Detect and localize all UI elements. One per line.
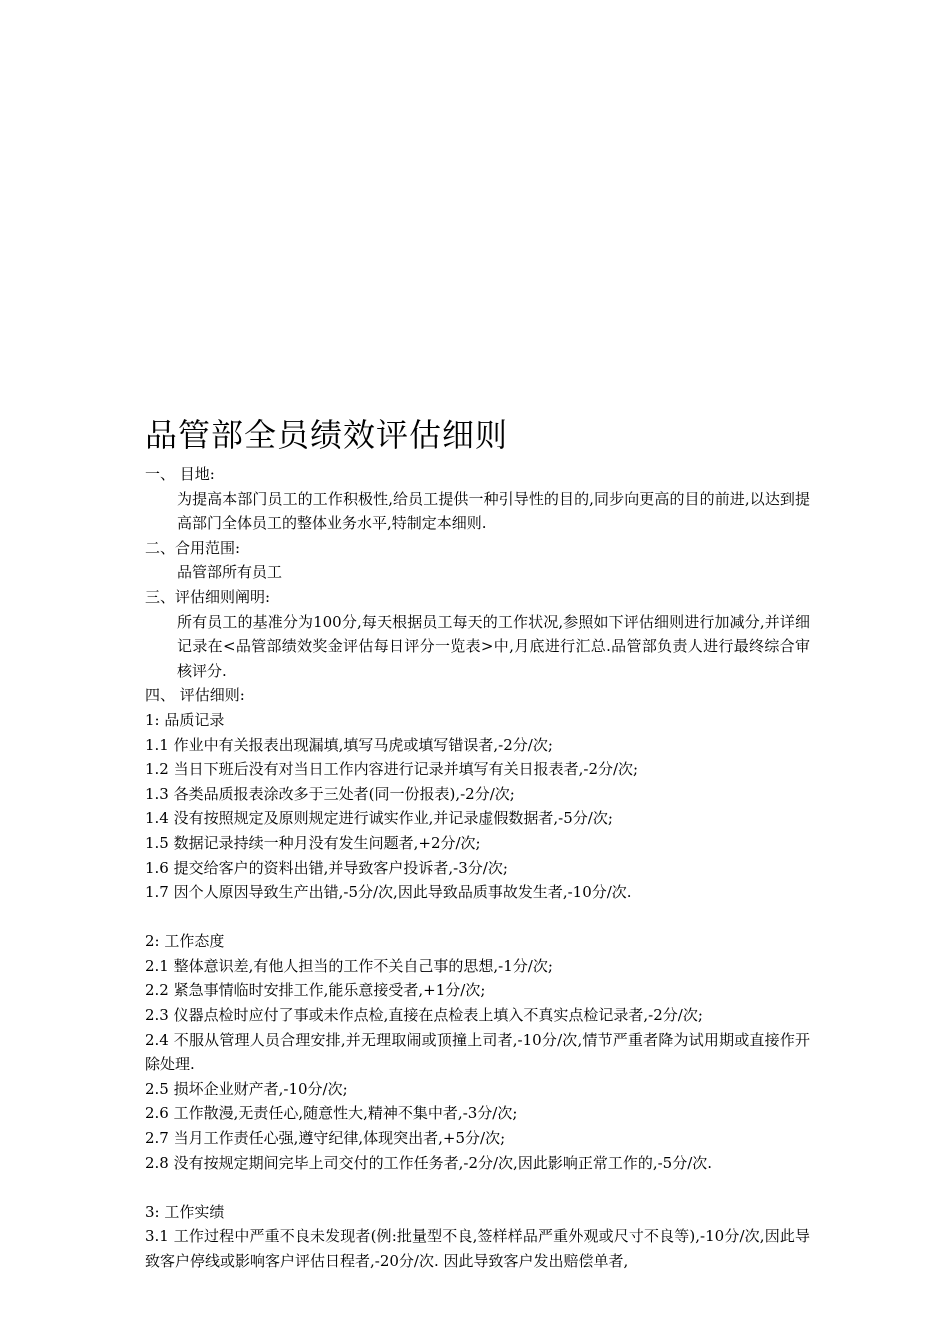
list-item: 1.7 因个人原因导致生产出错,-5分/次,因此导致品质事故发生者,-10分/次. — [145, 883, 632, 902]
list-item: 2.5 损坏企业财产者,-10分/次; — [145, 1079, 348, 1098]
list-item: 2.2 紧急事情临时安排工作,能乐意接受者,+1分/次; — [145, 981, 486, 1000]
spacer — [145, 1175, 810, 1200]
list-item: 1.6 提交给客户的资料出错,并导致客户投诉者,-3分/次; — [145, 858, 508, 877]
list-item: 1.2 当日下班后没有对当日工作内容进行记录并填写有关日报表者,-2分/次; — [145, 760, 639, 779]
group-heading-work-attitude: 2: 工作态度 — [145, 932, 225, 951]
list-item: 2.6 工作散漫,无责任心,随意性大,精神不集中者,-3分/次; — [145, 1104, 518, 1123]
spacer — [145, 905, 810, 930]
list-item: 2.4 不服从管理人员合理安排,并无理取闹或顶撞上司者,-10分/次,情节严重者降为试用期或直接作开除处理. — [145, 1030, 810, 1074]
explanation-paragraph: 所有员工的基准分为100分,每天根据员工每天的工作状况,参照如下评估细则进行加减分,并详细记录在<品管部绩效奖金评估每日评分一览表>中,月底进行汇总.品管部负责人进行最终综合审核评分. — [177, 612, 810, 680]
list-item: 2.8 没有按规定期间完毕上司交付的工作任务者,-2分/次,因此影响正常工作的,-5分/次. — [145, 1153, 713, 1172]
section-heading-explanation: 三、评估细则阐明: — [145, 587, 271, 606]
list-item: 3.1 工作过程中严重不良未发现者(例:批量型不良,签样样品严重外观或尺寸不良等),-10分/次,因此导致客户停线或影响客户评估日程者,-20分/次. 因此导致客户发出赔偿单者, — [145, 1227, 810, 1270]
section-heading-purpose: 一、 目地: — [145, 465, 215, 483]
list-item: 1.1 作业中有关报表出现漏填,填写马虎或填写错误者,-2分/次; — [145, 735, 553, 754]
list-item: 1.5 数据记录持续一种月没有发生问题者,+2分/次; — [145, 833, 481, 852]
list-item: 1.4 没有按照规定及原则规定进行诚实作业,并记录虚假数据者,-5分/次; — [145, 809, 613, 828]
purpose-paragraph: 为提高本部门员工的工作积极性,给员工提供一种引导性的目的,同步向更高的目的前进,以达到提高部门全体员工的整体业务水平,特制定本细则. — [177, 489, 810, 533]
section-heading-scope: 二、合用范围: — [145, 538, 241, 557]
group-heading-quality-records: 1: 品质记录 — [145, 710, 225, 729]
scope-paragraph: 品管部所有员工 — [177, 563, 283, 582]
document-title: 品管部全员绩效评估细则 — [145, 416, 509, 454]
group-heading-work-performance: 3: 工作实绩 — [145, 1202, 225, 1221]
document-body — [145, 462, 810, 1274]
list-item: 2.3 仪器点检时应付了事或未作点检,直接在点检表上填入不真实点检记录者,-2分/次; — [145, 1006, 703, 1025]
list-item: 2.1 整体意识差,有他人担当的工作不关自己事的思想,-1分/次; — [145, 956, 553, 975]
list-item: 2.7 当月工作责任心强,遵守纪律,体现突出者,+5分/次; — [145, 1129, 506, 1148]
list-item: 1.3 各类品质报表涂改多于三处者(同一份报表),-2分/次; — [145, 784, 515, 803]
section-heading-rules: 四、 评估细则: — [145, 686, 245, 705]
